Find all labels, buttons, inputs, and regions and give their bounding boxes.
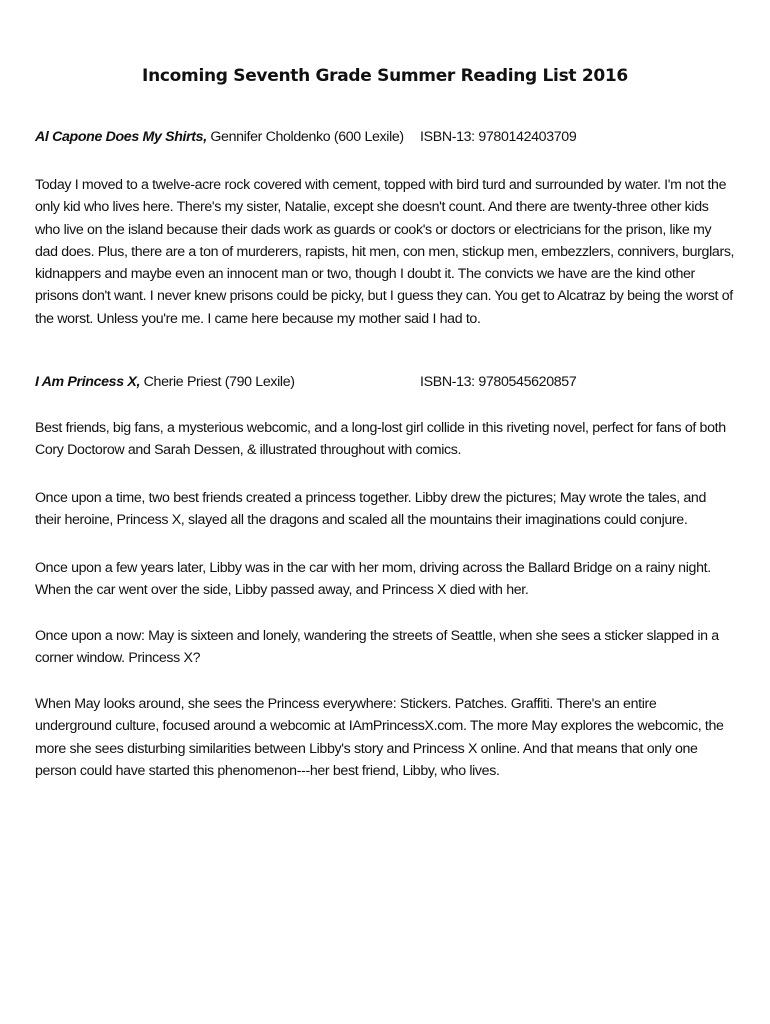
book-summary-paragraph: Today I moved to a twelve-acre rock covered with cement, topped with bird turd and surrounded by water. I'm not the only kid who lives here. There's my sister, Natalie, except she doesn't count. And there are twenty-three other kids who live on the island because their dads work as guards or cook's or doctors or electricians for the prison, like my dad does. Plus, there are a ton of murderers, rapists, hit men, con men, stickup men, embezzlers, connivers, burglars, kidnappers and maybe even an innocent man or two, though I doubt it. The convicts we have are the kind other prisons don't want. I never knew prisons could be picky, but I guess they can. You get to Alcatraz by being the worst of the worst. Unless you're me. I came here because my mother said I had to. — [35, 177, 735, 327]
book-title: I Am Princess X, — [35, 374, 141, 390]
book-isbn: ISBN-13: 9780142403709 — [420, 129, 577, 145]
book-author: Gennifer Choldenko (600 Lexile) — [206, 129, 404, 145]
page-title: Incoming Seventh Grade Summer Reading List 2016 — [142, 66, 628, 86]
book-summary-paragraph: Once upon a now: May is sixteen and lonely, wandering the streets of Seattle, when she sees a sticker slapped in a corner window. Princess X? — [35, 628, 719, 667]
book-isbn: ISBN-13: 9780545620857 — [420, 374, 577, 390]
book-title: Al Capone Does My Shirts, — [35, 129, 207, 145]
book-author: Cherie Priest (790 Lexile) — [140, 374, 295, 390]
book-heading — [35, 127, 735, 147]
book-summary-paragraph: When May looks around, she sees the Princess everywhere: Stickers. Patches. Graffiti. There's an entire underground culture, focused around a webcomic at IAmPrincessX.com. The more May explores the webcomic, the more she sees disturbing similarities between Libby's story and Princess X online. And that means that only one person could have started this phenomenon---her best friend, Libby, who lives. — [35, 696, 724, 779]
book-summary-paragraph: Once upon a time, two best friends created a princess together. Libby drew the pictures; May wrote the tales, and their heroine, Princess X, slayed all the dragons and scaled all the mountains their imaginations could conjure. — [35, 490, 706, 529]
book-heading — [35, 372, 735, 392]
book-summary-paragraph: Best friends, big fans, a mysterious webcomic, and a long-lost girl collide in this riveting novel, perfect for fans of both Cory Doctorow and Sarah Dessen, & illustrated throughout with comics. — [35, 420, 726, 459]
book-summary-paragraph: Once upon a few years later, Libby was in the car with her mom, driving across the Ballard Bridge on a rainy night. When the car went over the side, Libby passed away, and Princess X died with her. — [35, 560, 711, 599]
